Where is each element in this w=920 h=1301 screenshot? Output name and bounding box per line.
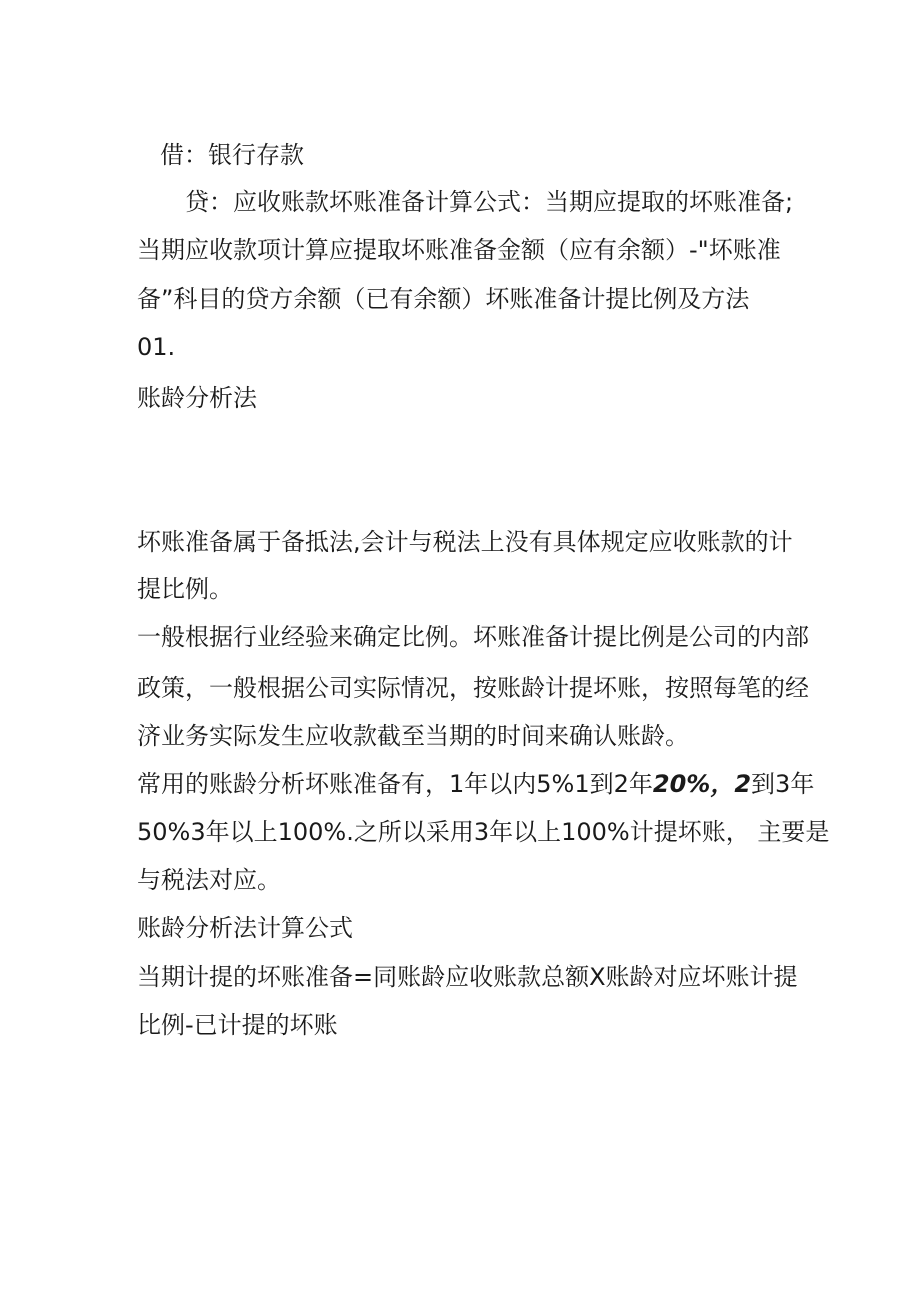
text-run: 常用的账龄分析坏账准备有，1年以内5%1到2年 bbox=[137, 770, 653, 798]
text-run: 到3年 bbox=[751, 770, 815, 798]
paragraph-line: 坏账准备属于备抵法,会计与税法上没有具体规定应收账款的计 bbox=[137, 528, 793, 556]
paragraph-line: 备”科目的贷方余额（已有余额）坏账准备计提比例及方法 bbox=[137, 285, 750, 313]
paragraph-line: 提比例。 bbox=[137, 575, 233, 603]
paragraph-line bbox=[137, 769, 814, 799]
entry-credit: 贷：应收账款坏账准备计算公式：当期应提取的坏账准备; bbox=[185, 188, 794, 216]
formula-line: 比例-已计提的坏账 bbox=[137, 1011, 338, 1039]
formula-line: 当期计提的坏账准备=同账龄应收账款总额X账龄对应坏账计提 bbox=[137, 963, 798, 991]
paragraph-line: 50%3年以上100%.之所以采用3年以上100%计提坏账， 主要是 bbox=[137, 818, 830, 846]
paragraph-line: 与税法对应。 bbox=[137, 866, 281, 894]
section-number: 01. bbox=[137, 333, 176, 361]
section-heading: 账龄分析法 bbox=[137, 384, 257, 412]
entry-debit: 借：银行存款 bbox=[160, 141, 304, 169]
paragraph-line: 济业务实际发生应收款截至当期的时间来确认账龄。 bbox=[137, 722, 689, 750]
paragraph-line: 政策，一般根据公司实际情况，按账龄计提坏账，按照每笔的经 bbox=[137, 674, 809, 702]
subheading: 账龄分析法计算公式 bbox=[137, 914, 353, 942]
text-run-italic: 20%，2 bbox=[652, 770, 752, 798]
paragraph-line: 一般根据行业经验来确定比例。坏账准备计提比例是公司的内部 bbox=[137, 623, 809, 651]
paragraph-line: 当期应收款项计算应提取坏账准备金额（应有余额）-"坏账准 bbox=[137, 236, 781, 264]
